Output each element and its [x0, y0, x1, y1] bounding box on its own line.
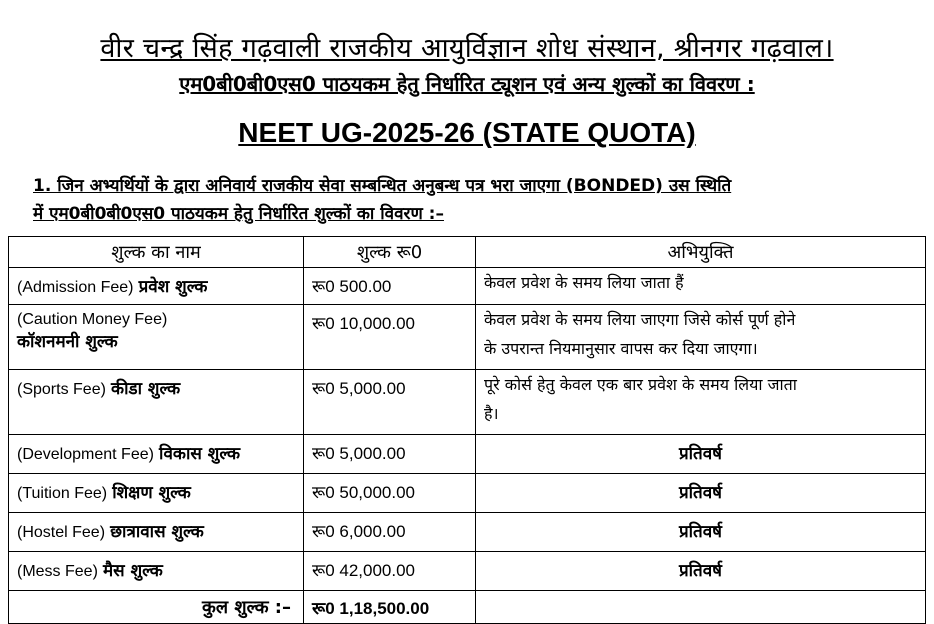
fee-remark-line-1: केवल प्रवेश के समय लिया जाएगा जिसे कोर्स पूर्ण होने — [484, 310, 796, 329]
total-row — [9, 591, 926, 624]
fee-details-subtitle: एम0बी0बी0एस0 पाठयकम हेतु निर्धारित ट्यूशन एवं अन्य शुल्कों का विवरण : — [179, 72, 755, 96]
institute-title: वीर चन्द्र सिंह गढ़वाली राजकीय आयुर्विज्ञान शोध संस्थान, श्रीनगर गढ़वाल। — [100, 33, 834, 64]
fee-name-hi: विकास शुल्क — [159, 444, 241, 464]
fee-name-cell — [9, 435, 304, 474]
col-header-fee-amount: शुल्क रू0 — [304, 237, 476, 268]
total-remark-empty — [476, 591, 926, 624]
fee-amount: रू0 500.00 — [304, 268, 476, 305]
table-row — [9, 513, 926, 552]
fee-name-cell — [9, 513, 304, 552]
table-row — [9, 552, 926, 591]
fee-name-hi: कॉशनमनी शुल्क — [17, 332, 118, 352]
table-header-row — [9, 237, 926, 268]
table-row — [9, 474, 926, 513]
fee-remark — [476, 370, 926, 435]
section-line-2: में एम0बी0बी0एस0 पाठयकम हेतु निर्धारित शुल्कों का विवरण :– — [33, 204, 444, 224]
fee-remark: प्रतिवर्ष — [476, 552, 926, 591]
fee-name-en: (Tuition Fee) — [17, 485, 108, 502]
col-header-remarks: अभियुक्ति — [476, 237, 926, 268]
fee-name-hi: छात्रावास शुल्क — [110, 522, 204, 542]
table-row — [9, 370, 926, 435]
fee-remark: केवल प्रवेश के समय लिया जाता हैं — [476, 268, 926, 305]
fee-name-cell — [9, 370, 304, 435]
fee-name-en: (Development Fee) — [17, 446, 154, 463]
fee-name-en: (Caution Money Fee) — [17, 311, 168, 328]
fee-name-en: (Admission Fee) — [17, 279, 134, 296]
fee-remark: प्रतिवर्ष — [476, 435, 926, 474]
fee-name-cell — [9, 474, 304, 513]
fee-name-hi: कीडा शुल्क — [111, 379, 181, 399]
table-row — [9, 268, 926, 305]
fee-remark-line-1: पूरे कोर्स हेतु केवल एक बार प्रवेश के समय लिया जाता — [484, 375, 797, 394]
fee-name-en: (Sports Fee) — [17, 381, 106, 398]
fee-name-cell — [9, 305, 304, 370]
fee-amount: रू0 10,000.00 — [304, 305, 476, 370]
total-amount: रू0 1,18,500.00 — [304, 591, 476, 624]
fee-amount: रू0 50,000.00 — [304, 474, 476, 513]
neet-heading: NEET UG-2025-26 (STATE QUOTA) — [238, 117, 696, 148]
fee-name-en: (Hostel Fee) — [17, 524, 106, 541]
fee-remark: प्रतिवर्ष — [476, 474, 926, 513]
total-label: कुल शुल्क :– — [9, 591, 304, 624]
fee-remark: प्रतिवर्ष — [476, 513, 926, 552]
bonded-section-heading — [33, 172, 903, 228]
fee-amount: रू0 5,000.00 — [304, 370, 476, 435]
fee-remark-line-2: के उपरान्त नियमानुसार वापस कर दिया जाएगा। — [484, 339, 758, 358]
fee-amount: रू0 5,000.00 — [304, 435, 476, 474]
fee-name-en: (Mess Fee) — [17, 563, 98, 580]
fee-table — [8, 236, 926, 624]
col-header-fee-name: शुल्क का नाम — [9, 237, 304, 268]
fee-remark-line-2: है। — [484, 404, 499, 423]
table-row — [9, 305, 926, 370]
fee-name-hi: प्रवेश शुल्क — [138, 277, 208, 297]
fee-name-hi: मैस शुल्क — [103, 561, 163, 581]
section-line-1: 1. जिन अभ्यर्थियों के द्वारा अनिवार्य राजकीय सेवा सम्बन्धित अनुबन्ध पत्र भरा जाएगा (BONDED) उस स्थिति — [33, 176, 732, 196]
fee-amount: रू0 6,000.00 — [304, 513, 476, 552]
fee-amount: रू0 42,000.00 — [304, 552, 476, 591]
fee-remark — [476, 305, 926, 370]
fee-name-hi: शिक्षण शुल्क — [112, 483, 191, 503]
table-row — [9, 435, 926, 474]
fee-name-cell — [9, 552, 304, 591]
fee-name-cell — [9, 268, 304, 305]
